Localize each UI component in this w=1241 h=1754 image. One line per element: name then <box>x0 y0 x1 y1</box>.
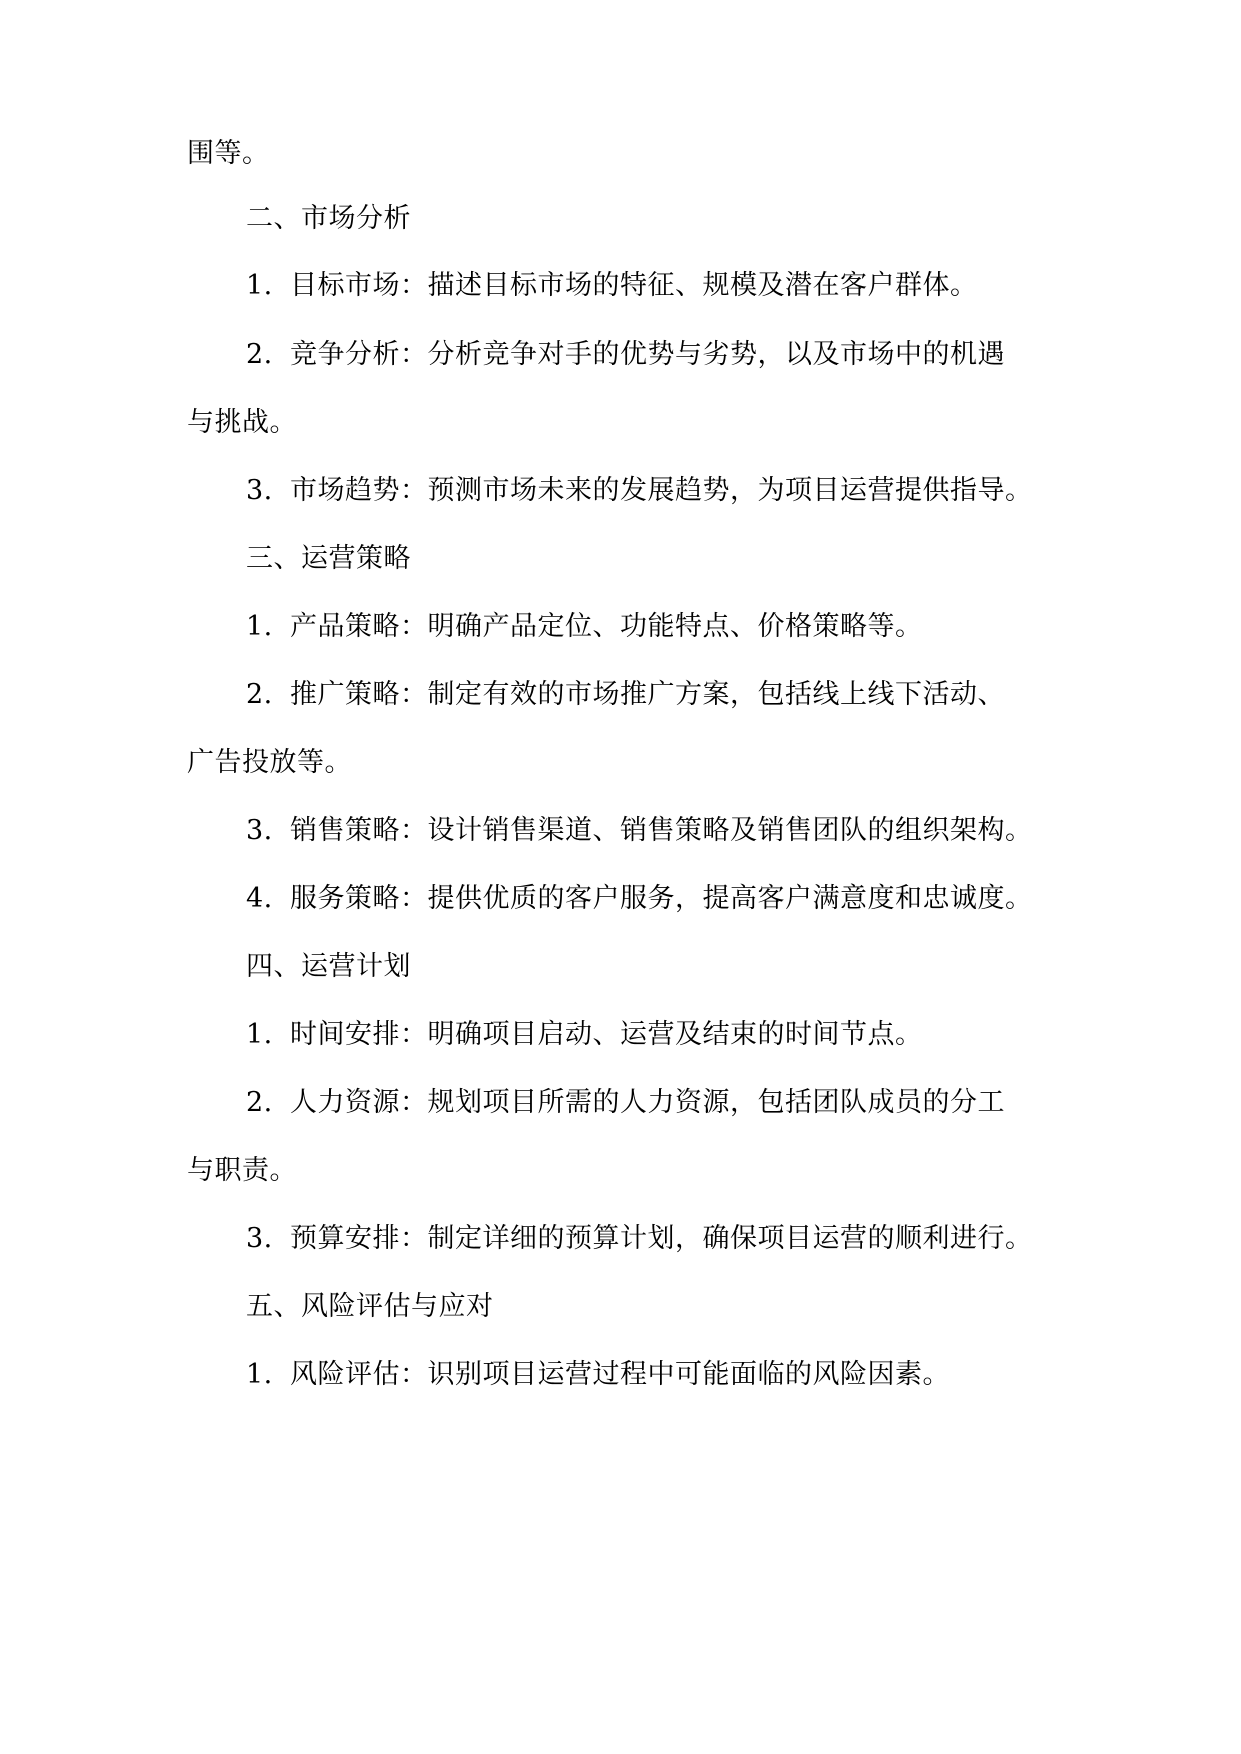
list-item-schedule: 1. 时间安排：明确项目启动、运营及结束的时间节点。 <box>246 1019 923 1050</box>
list-item-service-strategy: 4. 服务策略：提供优质的客户服务，提高客户满意度和忠诚度。 <box>246 883 1033 914</box>
list-item-risk-assessment: 1. 风险评估：识别项目运营过程中可能面临的风险因素。 <box>246 1359 950 1390</box>
paragraph-continuation: 围等。 <box>187 138 270 169</box>
list-item-continuation: 广告投放等。 <box>187 747 352 778</box>
list-item-product-strategy: 1. 产品策略：明确产品定位、功能特点、价格策略等。 <box>246 611 923 642</box>
list-item-market-trend: 3. 市场趋势：预测市场未来的发展趋势，为项目运营提供指导。 <box>246 475 1033 506</box>
list-item-human-resources: 2. 人力资源：规划项目所需的人力资源，包括团队成员的分工 <box>246 1087 1005 1118</box>
section-heading-operation-strategy: 三、运营策略 <box>246 543 411 574</box>
section-heading-risk-assessment: 五、风险评估与应对 <box>246 1291 494 1322</box>
list-item-sales-strategy: 3. 销售策略：设计销售渠道、销售策略及销售团队的组织架构。 <box>246 815 1033 846</box>
list-item-competition-analysis: 2. 竞争分析：分析竞争对手的优势与劣势，以及市场中的机遇 <box>246 339 1005 370</box>
list-item-promotion-strategy: 2. 推广策略：制定有效的市场推广方案，包括线上线下活动、 <box>246 679 1005 710</box>
list-item-continuation: 与挑战。 <box>187 407 297 438</box>
list-item-target-market: 1. 目标市场：描述目标市场的特征、规模及潜在客户群体。 <box>246 270 978 301</box>
section-heading-market-analysis: 二、市场分析 <box>246 203 411 234</box>
list-item-budget: 3. 预算安排：制定详细的预算计划，确保项目运营的顺利进行。 <box>246 1223 1033 1254</box>
list-item-continuation: 与职责。 <box>187 1155 297 1186</box>
section-heading-operation-plan: 四、运营计划 <box>246 951 411 982</box>
